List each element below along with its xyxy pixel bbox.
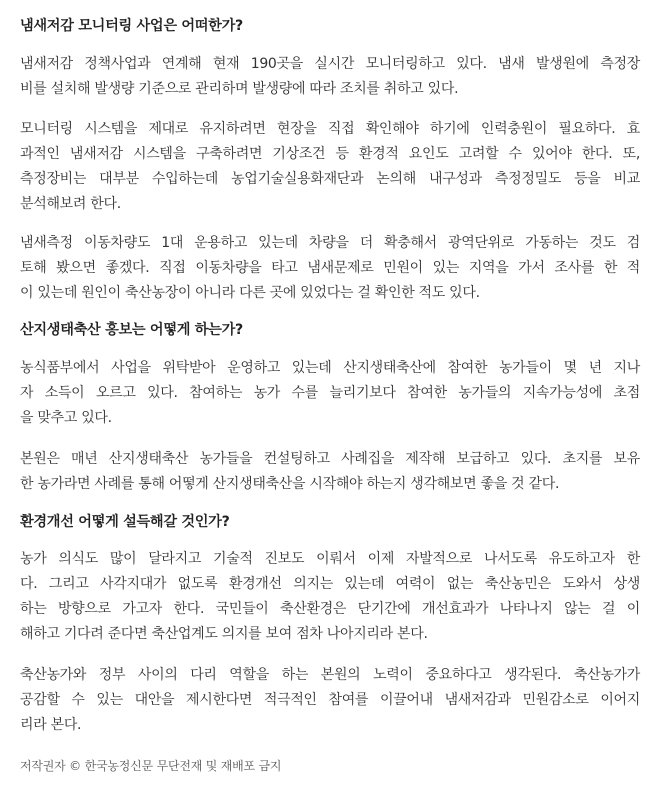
copyright-notice: 저작권자 © 한국농정신문 무단전재 및 재배포 금지 [20, 759, 282, 773]
section-heading: 환경개선 어떻게 설득해갈 것인가? [20, 514, 230, 530]
section-heading: 냄새저감 모니터링 사업은 어떠한가? [20, 18, 243, 34]
paragraph-line: 한 농가라면 사례를 통해 어떻게 산지생태축산을 시작해야 하는지 생각해보면 좋을 것 같다. [20, 476, 560, 492]
paragraph [20, 117, 640, 217]
paragraph-line: 측정장비는 대부분 수입하는데 농업기술실용화재단과 논의해 내구성과 측정정밀도 등을 비교 [20, 171, 640, 187]
paragraph-line: 냄새저감 정책사업과 연계해 현재 190곳을 실시간 모니터링하고 있다. 냄새 발생원에 측정장 [20, 56, 640, 72]
paragraph-line: 자 소득이 오르고 있다. 참여하는 농가 수를 늘리기보다 참여한 농가들의 지속가능성에 초점 [20, 385, 640, 401]
paragraph-line: 하는 방향으로 가고자 한다. 국민들이 축산환경은 단기간에 개선효과가 나타나지 않는 걸 이 [20, 601, 640, 617]
paragraph-line: 을 맞추고 있다. [20, 410, 112, 426]
section-heading: 산지생태축산 홍보는 어떻게 하는가? [20, 322, 243, 338]
paragraph-line: 해하고 기다려 준다면 축산업계도 의지를 보여 점차 나아지리라 본다. [20, 626, 428, 642]
paragraph [20, 447, 640, 497]
paragraph [20, 231, 640, 306]
paragraph-line: 냄새측정 이동차량도 1대 운용하고 있는데 차량을 더 확충해서 광역단위로 가동하는 것도 검 [20, 235, 640, 251]
paragraph [20, 356, 640, 431]
paragraph-line: 비를 설치해 발생량 기준으로 관리하며 발생량에 따라 조치를 취하고 있다. [20, 81, 459, 97]
paragraph-line: 이 있는데 원인이 축산농장이 아니라 다른 곳에 있었다는 걸 확인한 적도 있다. [20, 285, 480, 301]
paragraph-line: 과적인 냄새저감 시스템을 구축하려면 기상조건 등 환경적 요인도 고려할 수 있어야 한다. 또, [20, 146, 640, 162]
paragraph-line: 분석해보려 한다. [20, 196, 121, 212]
paragraph-line: 농식품부에서 사업을 위탁받아 운영하고 있는데 산지생태축산에 참여한 농가들이 몇 년 지나 [20, 360, 640, 376]
paragraph-line: 축산농가와 정부 사이의 다리 역할을 하는 본원의 노력이 중요하다고 생각된다. 축산농가가 [20, 667, 640, 683]
paragraph-line: 리라 본다. [20, 717, 82, 733]
paragraph-line: 본원은 매년 산지생태축산 농가들을 컨설팅하고 사례집을 제작해 보급하고 있다. 초지를 보유 [20, 451, 640, 467]
paragraph-line: 공감할 수 있는 대안을 제시한다면 적극적인 참여를 이끌어내 냄새저감과 민원감소로 이어지 [20, 692, 640, 708]
paragraph [20, 547, 640, 647]
paragraph-line: 다. 그리고 사각지대가 없도록 환경개선 의지는 있는데 여력이 없는 축산농민은 도와서 상생 [20, 576, 640, 592]
paragraph-line: 농가 의식도 많이 달라지고 기술적 진보도 이뤄서 이제 자발적으로 나서도록 유도하고자 한 [20, 551, 640, 567]
paragraph [20, 52, 640, 102]
paragraph [20, 663, 640, 738]
paragraph-line: 토해 봤으면 좋겠다. 직접 이동차량을 타고 냄새문제로 민원이 있는 지역을 가서 조사를 한 적 [20, 260, 640, 276]
paragraph-line: 모니터링 시스템을 제대로 유지하려면 현장을 직접 확인해야 하기에 인력충원이 필요하다. 효 [20, 121, 640, 137]
